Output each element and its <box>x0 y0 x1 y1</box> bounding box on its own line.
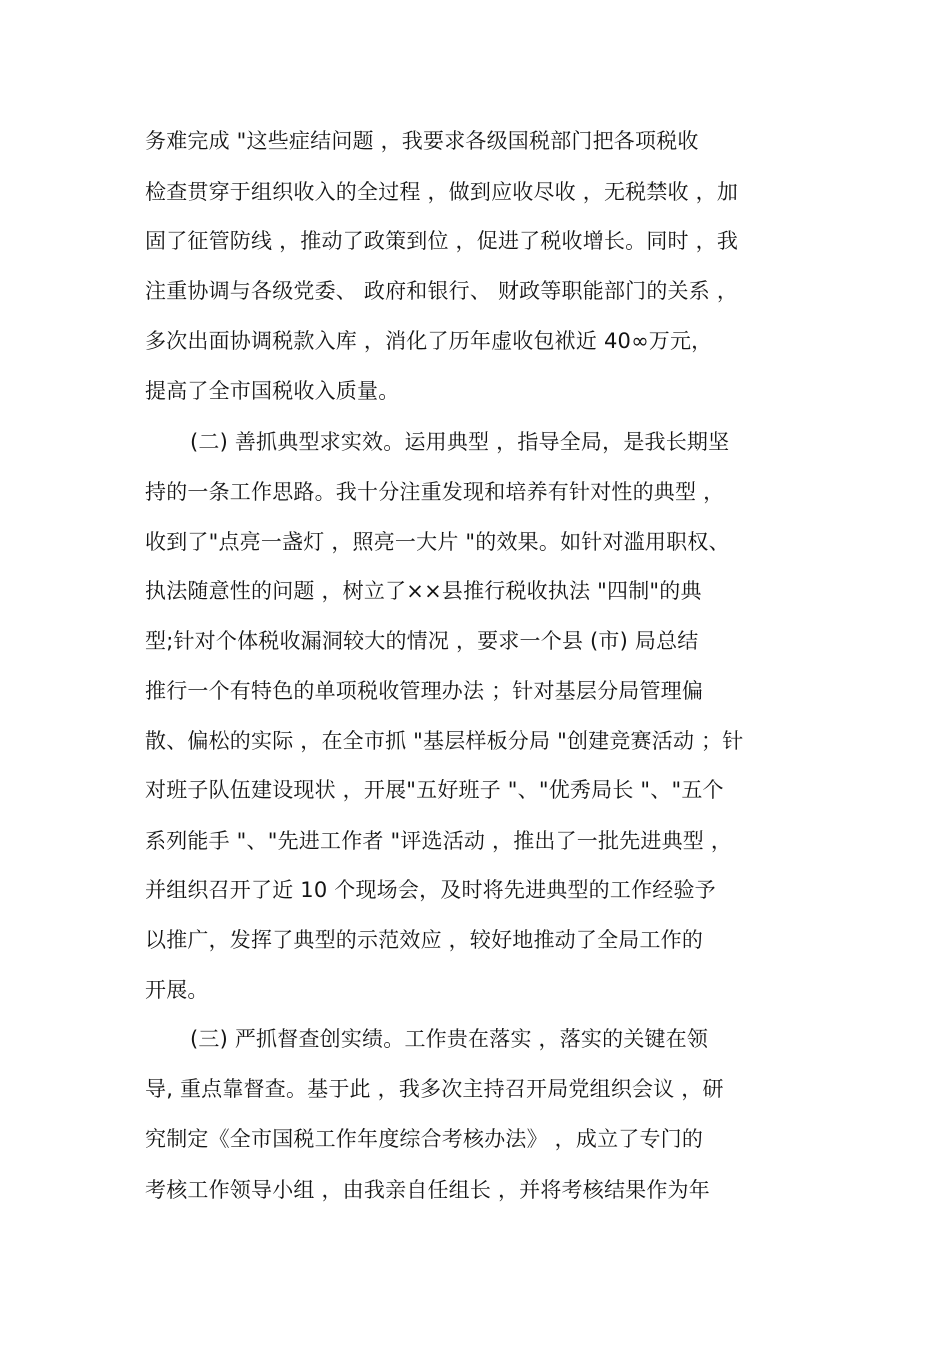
text-line: 究制定《全市国税工作年度综合考核办法》 ，成立了专门的 <box>145 1127 704 1151</box>
text-line: 执法随意性的问题 ，树立了××县推行税收执法 "四制"的典 <box>145 579 702 603</box>
text-line: 注重协调与各级党委、 政府和银行、 财政等职能部门的关系 ， <box>145 279 739 303</box>
text-line: 务难完成 "这些症结问题 ，我要求各级国税部门把各项税收 <box>145 129 699 153</box>
text-line: 提高了全市国税收入质量。 <box>145 379 400 403</box>
text-line: 以推广，发挥了典型的示范效应 ，较好地推动了全局工作的 <box>145 928 704 952</box>
text-line: 固了征管防线 ，推动了政策到位 ，促进了税收增长。同时 ，我 <box>145 229 739 253</box>
text-line: 考核工作领导小组 ，由我亲自任组长 ，并将考核结果作为年 <box>145 1178 710 1202</box>
paragraph-start-line: (三) 严抓督查创实绩。工作贵在落实 ，落实的关键在领 <box>190 1027 709 1051</box>
paragraph-start-line: (二) 善抓典型求实效。运用典型 ，指导全局，是我长期坚 <box>190 430 730 454</box>
text-line: 并组织召开了近 10 个现场会，及时将先进典型的工作经验予 <box>145 878 716 902</box>
text-line: 推行一个有特色的单项税收管理办法 ；针对基层分局管理偏 <box>145 679 704 703</box>
text-line: 检查贯穿于组织收入的全过程 ，做到应收尽收 ，无税禁收 ，加 <box>145 180 739 204</box>
text-line: 型;针对个体税收漏洞较大的情况 ，要求一个县 (市) 局总结 <box>145 629 699 653</box>
text-line: 系列能手 "、"先进工作者 "评选活动 ，推出了一批先进典型 ， <box>145 829 733 853</box>
text-line: 导, 重点靠督查。基于此 ，我多次主持召开局党组织会议 ，研 <box>145 1077 724 1101</box>
text-line: 散、偏松的实际 ，在全市抓 "基层样板分局 "创建竞赛活动 ；针 <box>145 729 744 753</box>
text-line: 持的一条工作思路。我十分注重发现和培养有针对性的典型 ， <box>145 480 725 504</box>
text-line: 多次出面协调税款入库 ，消化了历年虚收包袱近 40∞万元， <box>145 329 713 353</box>
text-line: 开展。 <box>145 978 209 1002</box>
text-line: 对班子队伍建设现状 ，开展"五好班子 "、"优秀局长 "、"五个 <box>145 778 724 802</box>
text-line: 收到了"点亮一盏灯 ，照亮一大片 "的效果。如针对滥用职权、 <box>145 530 730 554</box>
